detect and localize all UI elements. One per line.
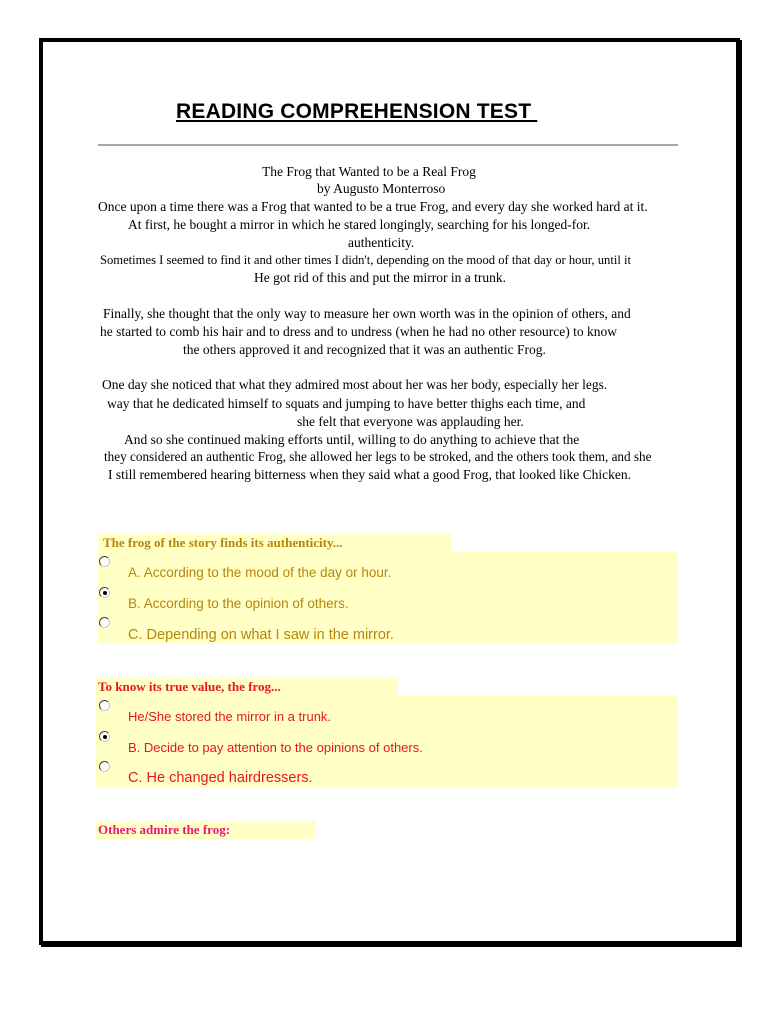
question-text: To know its true value, the frog... — [98, 679, 281, 694]
radio-option-a[interactable] — [99, 556, 110, 567]
story-line: He got rid of this and put the mirror in a trunk. — [254, 270, 506, 285]
story-author: by Augusto Monterroso — [317, 181, 446, 196]
option-b-label[interactable]: B. Decide to pay attention to the opinions of others. — [128, 740, 423, 755]
story-line: authenticity. — [348, 235, 415, 250]
title-divider — [98, 144, 678, 146]
radio-option-c[interactable] — [99, 617, 110, 628]
radio-option-c[interactable] — [99, 761, 110, 772]
radio-option-a[interactable] — [99, 700, 110, 711]
page-title: READING COMPREHENSION TEST — [176, 100, 538, 123]
question-text: The frog of the story finds its authenticity... — [103, 535, 343, 550]
story-line: the others approved it and recognized that it was an authentic Frog. — [183, 342, 546, 357]
option-a-label[interactable]: He/She stored the mirror in a trunk. — [128, 709, 332, 724]
question-text: Others admire the frog: — [98, 822, 231, 837]
story-line: I still remembered hearing bitterness when they said what a good Frog, that looked like Chicken. — [108, 467, 631, 482]
story-title: The Frog that Wanted to be a Real Frog — [262, 164, 476, 179]
story-line: they considered an authentic Frog, she allowed her legs to be stroked, and the others took them, and she — [104, 449, 652, 464]
story-line: way that he dedicated himself to squats and jumping to have better thighs each time, and — [107, 396, 586, 411]
story-line: And so she continued making efforts until, willing to do anything to achieve that the — [124, 432, 580, 447]
story-line: At first, he bought a mirror in which he stared longingly, searching for his longed-for. — [128, 217, 591, 232]
story-line: she felt that everyone was applauding her. — [297, 414, 524, 429]
story-line: Once upon a time there was a Frog that wanted to be a true Frog, and every day she worked hard at it. — [98, 199, 648, 214]
option-c-label[interactable]: C. Depending on what I saw in the mirror. — [128, 627, 394, 643]
option-a-label[interactable]: A. According to the mood of the day or hour. — [128, 565, 392, 580]
option-c-label[interactable]: C. He changed hairdressers. — [128, 770, 313, 786]
option-b-label[interactable]: B. According to the opinion of others. — [128, 596, 349, 611]
story-line: Finally, she thought that the only way to measure her own worth was in the opinion of others, and — [103, 306, 631, 321]
radio-option-b[interactable] — [99, 587, 110, 598]
radio-option-b[interactable] — [99, 731, 110, 742]
story-line: One day she noticed that what they admired most about her was her body, especially her legs. — [102, 377, 608, 392]
story-line: he started to comb his hair and to dress and to undress (when he had no other resource) to know — [100, 324, 617, 339]
story-line: Sometimes I seemed to find it and other times I didn't, depending on the mood of that day or hour, until it — [100, 253, 631, 267]
